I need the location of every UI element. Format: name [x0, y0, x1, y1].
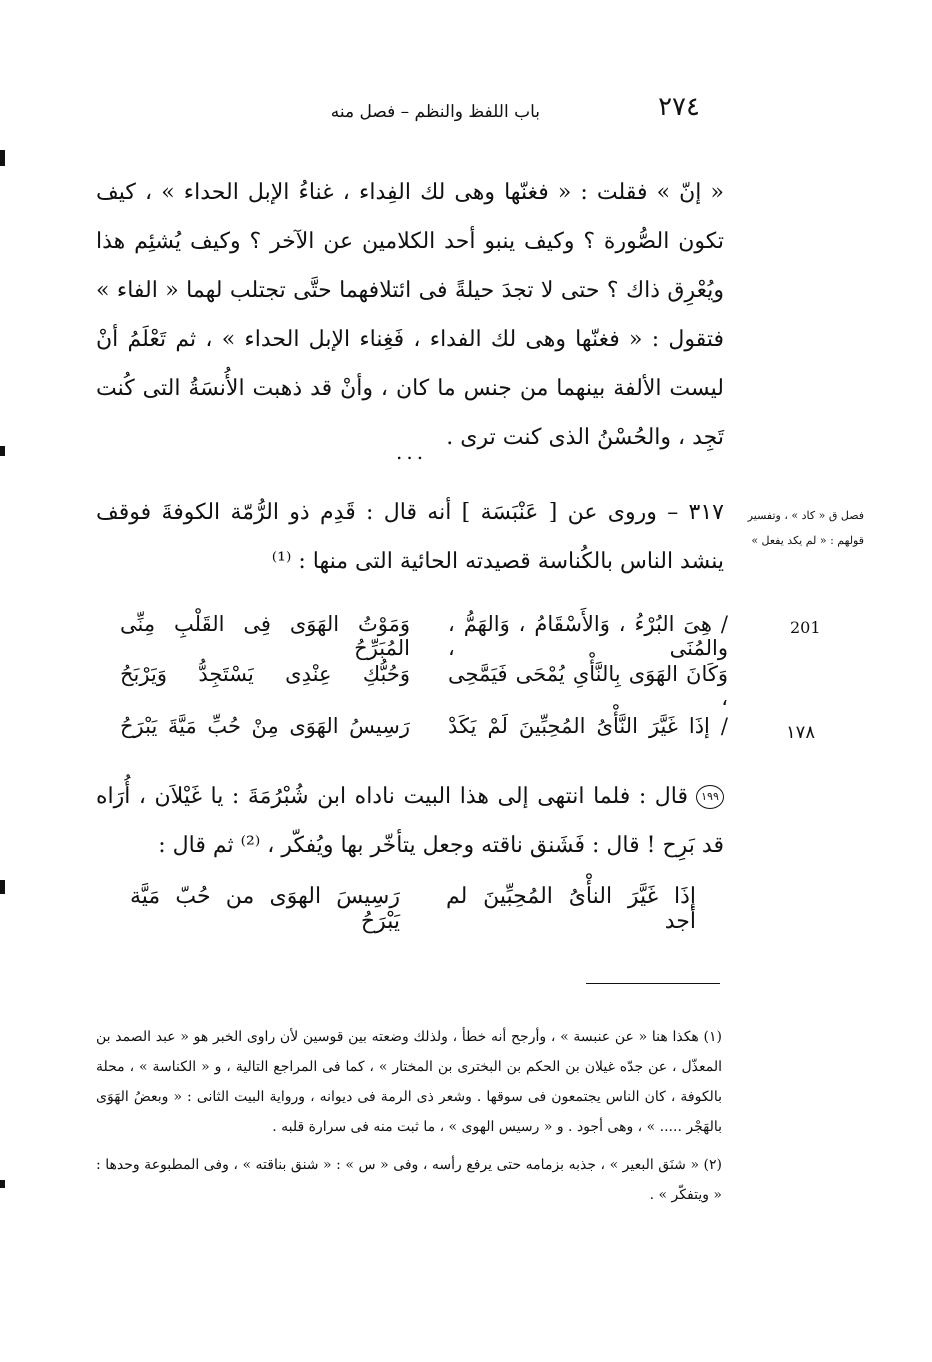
- verse-number: 201: [790, 618, 821, 637]
- verse-number: ١٧٨: [786, 722, 816, 743]
- final-verse-first-hemistich: رَسِيسَ الهوَى من حُبّ مَيَّة يَبْرَحُ: [130, 884, 400, 934]
- verse-first-hemistich: وَحُبُّكِ عِنْدِى يَسْتَجِدُّ وَيَرْبَحُ: [120, 662, 410, 686]
- footnotes: [96, 1022, 722, 1218]
- page-header: [300, 92, 700, 128]
- verse-second-hemistich: / إذَا غَيَّرَ النَّأْىُ المُحِبِّينَ لَمْ يَكَدْ: [448, 714, 728, 738]
- final-verse: [130, 880, 696, 934]
- footnote-1: (١) هكذا هنا « عن عنبسة » ، وأرجح أنه خطأ ، ولذلك وضعته بين قوسين لأن راوى الخبر هو « عبد الصمد بن المعذّل ، عن جدّه غيلان بن الحكم بن البخترى بن المختار » ، كما فى المراجع التالية ، و « الكناسة » ، محلة بالكوفة ، كان الناس يجتمعون فى سوقها . وشعر ذى الرمة فى ديوانه ، ورواية البيت الثانى : « وبعضُ الهَوَى بالهَجْر ..... » ، وهى أجود . و « رسيس الهوى » ، ما ثبت منه فى سرارة قلبه .: [96, 1029, 722, 1135]
- paragraph-3-text: قال : فلما انتهى إلى هذا البيت ناداه ابن شُبْرُمَةَ : يا غَيْلاَن ، أُرَاه قد بَرِح ! قال : فَشَنق ناقته وجعل يتأخّر بها ويُفكّر ، ⁽²⁾ ثم قال :: [96, 784, 724, 858]
- verse-line: [96, 706, 728, 750]
- page-number: ٢٧٤: [658, 92, 700, 122]
- verse-line: [96, 654, 728, 710]
- margin-note: [736, 503, 864, 553]
- scan-edge-mark: [0, 446, 5, 456]
- running-head: باب اللفظ والنظم – فصل منه: [330, 102, 540, 122]
- margin-note-line: فصل ق « كاد » ، وتفسير: [747, 509, 864, 522]
- margin-note-line: قولهم : « لم يكد يفعل »: [751, 534, 864, 547]
- scan-edge-mark: [0, 1180, 5, 1188]
- section-separator: ...: [396, 440, 428, 464]
- paragraph-1: « إنّ » فقلت : « فغنّها وهى لك الفِداء ، غناءُ الإبل الحداء » ، كيف تكون الصُّورة ؟ وكيف ينبو أحد الكلامين عن الآخر ؟ وكيف يُشئِم هذا ويُعْرِق ذاك ؟ حتى لا تجدَ حيلةً فى ائتلافهما حتَّى تجتلب لهما « الفاء » فتقول : « فغنّها وهى لك الفداء ، فَغِناء الإبل الحداء » ، ثم تَعْلَمُ أنْ ليست الألفة بينهما من جنس ما كان ، وأنْ قد ذهبت الأُنسَةُ التى كُنت تَجِد ، والحُسْنُ الذى كنت ترى .: [96, 180, 724, 450]
- paragraph-2: ٣١٧ – وروى عن [ عَنْبَسَة ] أنه قال : قَدِم ذو الرُّمّة الكوفةَ فوقف ينشد الناس بالكُناسة قصيدته الحائية التى منها : ⁽¹⁾: [96, 500, 724, 574]
- footnote-2: (٢) « شنَق البعير » ، جذبه بزمامه حتى يرفع رأسه ، وفى « س » : « شنق بناقته » ، وفى المطبوعة وحدها : « ويتفكّر » .: [96, 1157, 722, 1203]
- verse-line: [96, 604, 728, 660]
- verse-second-hemistich: / هِىَ البُرْءُ ، وَالأَسْقَامُ ، وَالهَمُّ ، والمُنَى ،: [448, 612, 728, 660]
- verse-second-hemistich: وَكَانَ الهَوَى بِالنَّأْىِ يُمْحَى فَيَمَّحِى ،: [448, 662, 728, 710]
- paragraph-3: [96, 772, 724, 870]
- verse-first-hemistich: وَمَوْتُ الهَوَى فِى القَلْبِ مِنِّى المُبَرِّحُ: [120, 612, 410, 660]
- final-verse-second-hemistich: إذَا غَيَّرَ النأْىُ المُحِبِّينَ لم أجد: [446, 884, 696, 934]
- circled-number-marker: ١٩٩: [696, 785, 724, 809]
- scan-edge-mark: [0, 880, 5, 894]
- scan-edge-mark: [0, 150, 5, 166]
- footnote-divider: [586, 983, 720, 984]
- verse-first-hemistich: رَسِيسُ الهَوَى مِنْ حُبِّ مَيَّةَ يَبْرَحُ: [120, 714, 410, 738]
